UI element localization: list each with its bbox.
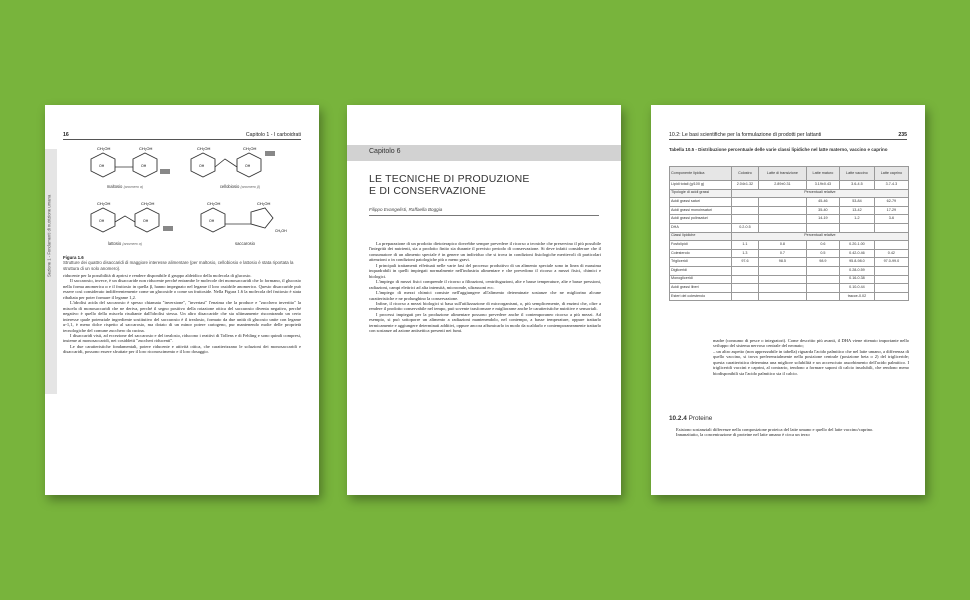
table-cell: 2.04±1.32 [731, 181, 758, 190]
paragraph: – un altro aspetto (non apprezzabile in tabella) riguarda l'acido palmitico che nel latte umano, a differenza di quello vaccino, si trova preferenzialmente nella posizione centrale (posizione beta o 2) del trigliceride; questa caratteristica determina una migliore solubilità e un accresciuto assorbimento dell'acido palmitico. I trigliceridi vaccini e caprini, al contrario, tendono a formare saponi di calcio insolubili, che rendono meno biodisponibili sia l'acido palmitico sia il calcio. [713, 348, 909, 376]
group-span-label: Percentuali relative [731, 189, 908, 198]
svg-text:CH₂OH: CH₂OH [207, 201, 221, 206]
svg-text:CH₂OH: CH₂OH [243, 146, 257, 151]
table-row [670, 266, 909, 275]
paragraph: L'impiego di mezzi chimici consiste nell'aggiungere all'alimento determinate sostanze che ne migliorino alcune caratteristiche e ne prolunghino la conservazione. [369, 290, 601, 301]
table-cell [759, 198, 807, 207]
table-cell [806, 292, 839, 301]
table-cell [874, 223, 908, 232]
table-cell [874, 241, 908, 250]
table-cell [806, 266, 839, 275]
table-cell [874, 266, 908, 275]
table-cell: 1.1 [731, 241, 758, 250]
table-cell: Acidi grassi liberi [670, 284, 732, 293]
table-cell: Esteri del colesterolo [670, 292, 732, 301]
table-header-cell: Colostro [731, 167, 758, 181]
section-heading [669, 415, 712, 422]
svg-text:OH: OH [245, 164, 251, 168]
paragraph: Infine, il ricorso a mezzi biologici si basa sull'utilizzazione di microrganismi, o, più semplicemente, di enzimi che, oltre a rendere il prodotto conservabile nel tempo, può sovente trasformare e migliorarne anche le caratteristiche nutritive e sensoriali. [369, 300, 601, 312]
running-head: Capitolo 1 - I carboidrati [245, 132, 301, 138]
table-cell: 97.6 [731, 258, 758, 267]
table-cell: Acidi grassi monoinsaturi [670, 206, 732, 215]
paragraph: Il saccarosio, invece, è un disaccaride non riducente perché entrambe le molecole dei monosaccaridi che lo formano, il glucosio nella forma anomerica α e il fruttosio in quella β, hanno impegnato nel legame il loro ossidrile anomerico. Questo disaccaride può essere così considerato indifferentemente come un glucoside o come un fruttoside. Nella Figura 1.6 la molecola del fruttosio è stata ribaltata per poter formare il legame 1,2. [63, 278, 301, 300]
table-cell: Trigliceridi [670, 258, 732, 267]
chapter-title-line-1: LE TECNICHE DI PRODUZIONE [369, 173, 530, 185]
table-cell: 3.19±0.43 [806, 181, 839, 190]
table-cell: 13-42 [840, 206, 875, 215]
table-row [670, 258, 909, 267]
table-cell [806, 275, 839, 284]
table-cell: tracce-0.02 [840, 292, 875, 301]
group-span-label: Percentuali relative [731, 232, 908, 241]
body-text [63, 273, 301, 355]
paragraph: La preparazione di un prodotto dietoterapico dovrebbe sempre prevedere il ricorso a tecniche che preservino il più possibile l'integrità dei nutrienti, sia a prodotto finito sia durante il previsto periodo di conservazione. Si deve infatti considerare che il consumatore di un alimento speciale è in genere un individuo che si trova in condizioni fisiologiche meritevoli di particolari attenzioni o in condizioni patologiche più o meno gravi. [369, 241, 601, 263]
maltose-structure [85, 145, 175, 181]
table-header-cell: Latte di transizione [759, 167, 807, 181]
table-cell: Acidi grassi polinsaturi [670, 215, 732, 224]
table-cell: 0.6 [806, 241, 839, 250]
table-cell: 35-40 [806, 206, 839, 215]
table-cell: 0.10-0.44 [840, 284, 875, 293]
table-cell: 0.5 [806, 249, 839, 258]
table-cell [759, 215, 807, 224]
table-cell [731, 275, 758, 284]
table-cell: 45-46 [806, 198, 839, 207]
table-header-cell: Latte vaccino [840, 167, 875, 181]
table-cell [806, 223, 839, 232]
table-row [670, 206, 909, 215]
table-cell: 0.28-0.59 [840, 266, 875, 275]
table-cell: 53-84 [840, 198, 875, 207]
section-title: Proteine [688, 415, 713, 422]
table-cell: 97.0-99.0 [874, 258, 908, 267]
paragraph: I processi impiegati per la produzione alimentare possono prevedere anche il contemporaneo ricorso a più mezzi. Ad esempio, si può sottoporre un alimento a radiazioni mantenendolo, nel contempo, a basse temperature, oppure trattarlo termicamente e aggiungere determinati additivi, oppure ancora affumicarlo in modo da scaldarlo e contemporaneamente trattarlo con sostanze ad azione antisettica presenti nei fumi. [369, 311, 601, 334]
lactose-structure [85, 200, 180, 238]
paragraph: L'idrolisi acida del saccarosio è spesso chiamata "inversione", "invertasi" l'enzima che la produce e "zucchero invertito" la miscela di monosaccaridi che ne deriva, perché il segno positivo della rotazione ottica del saccarosio diventa negativo, perché negativo è quello della miscela risultante dall'idrolisi stessa. Un altro disaccaride che sta ultimamente riscontrando un certo interesse quale potenziale ingrediente sostitutivo del saccarosio è il trealosio, formato da due unità di glucosio unite con legame α-1,1, è meno dolce rispetto al saccarosio, ma dotato di un minor potere cariogeno, pur mantenendo molte delle proprietà tecnologiche del comune zucchero da cucina. [63, 300, 301, 333]
table-cell: Monogliceridi [670, 275, 732, 284]
table-cell [874, 292, 908, 301]
book-page-chapter-6 [347, 105, 621, 495]
table-cell [874, 284, 908, 293]
table-cell [874, 275, 908, 284]
table-cell: 17-29 [874, 206, 908, 215]
table-cell: 3-6 [874, 215, 908, 224]
table-header-cell: Latte caprino [874, 167, 908, 181]
table-header-cell: Componente lipidica [670, 167, 732, 181]
table-cell: 0.2-0.5 [731, 223, 758, 232]
chapter-authors: Filippo Evangelisti, Raffaella Boggia [369, 207, 599, 216]
table-cell: Colesterolo [670, 249, 732, 258]
svg-text:OH: OH [99, 219, 105, 223]
svg-text:CH₂OH: CH₂OH [97, 201, 111, 206]
table-header-row [670, 167, 909, 181]
table-row [670, 215, 909, 224]
group-label: Tipologie di acidi grassi [670, 189, 732, 198]
table-cell [731, 206, 758, 215]
table-cell [731, 292, 758, 301]
table-cell: 0.42-0.46 [840, 249, 875, 258]
table-cell: 1.3 [731, 249, 758, 258]
maltose-label: maltosio (anomero α) [106, 184, 144, 189]
page-header [63, 129, 301, 140]
table-row [670, 181, 909, 190]
svg-text:CH₂OH: CH₂OH [141, 201, 155, 206]
table-cell: 98.9 [806, 258, 839, 267]
table-header-cell: Latte maturo [806, 167, 839, 181]
table-cell: 0.7 [759, 249, 807, 258]
svg-text:OH: OH [199, 164, 205, 168]
paragraph: riducente per la possibilità di aprirsi e rendere disponibile il gruppo aldeidico della molecola di glucosio. [63, 273, 252, 278]
section-side-tab [45, 149, 57, 394]
sucrose-structure [195, 200, 295, 238]
figure-caption-text: Strutture dei quattro disaccaridi di maggiore interesse alimentare (per maltosio, cellobiosio e lattosio è stata riportata la struttura di un solo anomero). [63, 260, 294, 271]
lipid-distribution-table [669, 166, 909, 301]
body-text-bottom [669, 427, 909, 438]
svg-text:CH₂OH: CH₂OH [257, 201, 271, 206]
figure-label: Figura 1.6 [63, 255, 84, 260]
svg-text:CH₂OH: CH₂OH [97, 146, 111, 151]
chapter-title-line-2: E DI CONSERVAZIONE [369, 185, 486, 197]
table-cell [759, 266, 807, 275]
paragraph: Le due caratteristiche fondamentali, potere riducente e attività ottica, che caratterizzano le soluzioni dei monosaccaridi e disaccaridi, possono essere sfruttate per il loro riconoscimento e il loro dosaggio. [63, 343, 301, 355]
table-cell [840, 223, 875, 232]
svg-text:CH₂OH: CH₂OH [275, 229, 287, 233]
table-cell: 0.20-1.00 [840, 241, 875, 250]
paragraph: Esistono sostanziali differenze nella composizione proteica del latte umano e quello del latte vaccino/caprino. [676, 427, 874, 432]
table-cell: Digliceridi [670, 266, 732, 275]
table-cell [759, 284, 807, 293]
table-cell: 1-2 [840, 215, 875, 224]
table-cell: 14-19 [806, 215, 839, 224]
table-cell [759, 206, 807, 215]
lactose-label: lattosio (anomero α) [107, 241, 143, 246]
table-cell [731, 284, 758, 293]
figure-caption [63, 255, 303, 271]
svg-text:CH₂OH: CH₂OH [197, 146, 211, 151]
table-row [670, 292, 909, 301]
cellobiose-structure [185, 145, 285, 181]
paragraph: L'impiego di mezzi fisici comprende il ricorso a filtrazioni, centrifugazioni, alte e basse temperature, alte e basse pressioni, radiazioni, campi elettrici ad alta intensità, microonde, ultrasuoni ecc. [369, 279, 601, 290]
table-cell [731, 198, 758, 207]
table-row [670, 223, 909, 232]
table-cell: 0.42 [874, 249, 908, 258]
cellobiose-label: cellobiosio (anomero β) [219, 184, 261, 189]
table-cell: 0.8 [759, 241, 807, 250]
table-cell [759, 223, 807, 232]
table-cell: Acidi grassi saturi [670, 198, 732, 207]
chapter-bar [347, 145, 621, 161]
table-cell [731, 266, 758, 275]
svg-text:OH: OH [141, 164, 147, 168]
book-page-16 [45, 105, 319, 495]
running-head: 10.2: Le basi scientifiche per la formulazione di prodotti per lattanti [669, 132, 822, 138]
table-cell: Fosfolipidi [670, 241, 732, 250]
table-cell: 95.8-98.0 [840, 258, 875, 267]
table-cell [759, 275, 807, 284]
book-page-235 [651, 105, 925, 495]
table-group-row [670, 189, 909, 198]
table-row [670, 241, 909, 250]
body-text [369, 241, 601, 334]
chapter-label: Capitolo 6 [369, 148, 401, 155]
table-cell: 0.16-0.38 [840, 275, 875, 284]
svg-text:CH₂OH: CH₂OH [139, 146, 153, 151]
paragraph: madre (consumo di pesce o integratori). Come descritto più avanti, il DHA viene ritenuto importante nello sviluppo del sistema nervoso centrale del neonato; [713, 338, 909, 349]
paragraph: Innanzitutto, la concentrazione di proteine nel latte umano è circa un terzo [676, 432, 810, 438]
table-row [670, 284, 909, 293]
svg-text:OH: OH [143, 219, 149, 223]
table-cell: Lipidi totali (g/100 g) [670, 181, 732, 190]
group-label: Classi lipidiche [670, 232, 732, 241]
table-cell: 2.89±0.31 [759, 181, 807, 190]
table-cell: 62-79 [874, 198, 908, 207]
table-caption: Tabella 10.5 - Distribuzione percentuale delle varie classi lipidiche nel latte materno, vaccino e caprino [669, 147, 888, 152]
body-text-top [713, 338, 909, 376]
page-number: 235 [898, 132, 907, 138]
chapter-title [369, 173, 530, 197]
table-cell [759, 292, 807, 301]
sucrose-label: saccarosio [234, 241, 255, 246]
table-row [670, 198, 909, 207]
page-header [669, 129, 907, 140]
table-cell: DHA [670, 223, 732, 232]
svg-text:OH: OH [99, 164, 105, 168]
table-cell [731, 215, 758, 224]
page-number: 16 [63, 132, 69, 138]
table-cell: 98.5 [759, 258, 807, 267]
svg-text:OH: OH [209, 219, 215, 223]
paragraph: I disaccaridi visti, ad eccezione del saccarosio e del trealosio, riducono i reattivi di Tollens e di Fehling e sono quindi compresi, insieme ai monosaccaridi, nei cosiddetti "zuccheri riducenti". [63, 332, 301, 344]
table-cell: 3.7-4.3 [874, 181, 908, 190]
paragraph: I principali trattamenti effettuati nelle varie fasi del processo produttivo di un alimento speciale sono in linea di massima inquadrabili in quelli impiegati normalmente nell'industria alimentare e che prevedono il ricorso a mezzi fisici, chimici e biologici. [369, 262, 601, 279]
table-cell [806, 284, 839, 293]
section-number: 10.2.4 [669, 415, 687, 422]
table-group-row [670, 232, 909, 241]
table-row [670, 275, 909, 284]
table-cell: 3.6-4.5 [840, 181, 875, 190]
table-row [670, 249, 909, 258]
side-tab-label: Sezione 1 - Fondamenti di nutrizione umana [46, 194, 52, 277]
